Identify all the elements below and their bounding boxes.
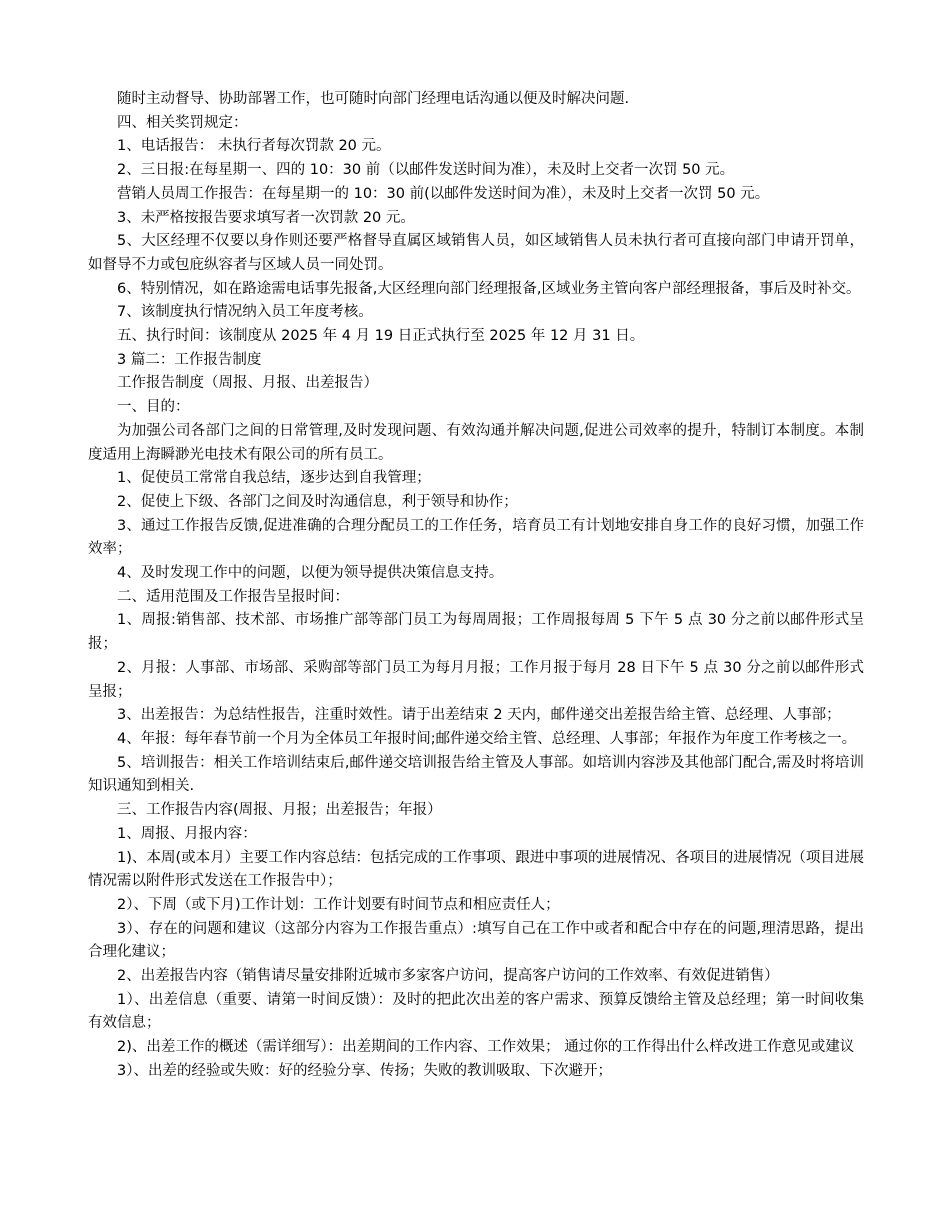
- paragraph: 3、出差报告：为总结性报告，注重时效性。请于出差结束 2 天内，邮件递交出差报告给主管、总经理、人事部；: [117, 707, 841, 724]
- paragraph: 2、三日报:在每星期一、四的 10：30 前（以邮件发送时间为准），未及时上交者一次罚 50 元。: [117, 162, 735, 179]
- paragraph: 1、周报:销售部、技术部、市场推广部等部门员工为每周周报；工作周报每周 5 下午 5 点 30 分之前以邮件形式呈报；: [88, 612, 864, 653]
- paragraph: 一、目的：: [117, 399, 190, 416]
- paragraph: 三、工作报告内容(周报、月报；出差报告；年报）: [117, 802, 442, 819]
- paragraph: 2、促使上下级、各部门之间及时沟通信息，利于领导和协作；: [117, 493, 518, 510]
- paragraph: 4、年报：每年春节前一个月为全体员工年报时间;邮件递交给主管、总经理、人事部；年报作为年度工作考核之一。: [117, 730, 857, 747]
- paragraph: 2）、下周（或下月)工作计划：工作计划要有时间节点和相应责任人；: [117, 896, 560, 913]
- paragraph: 1、周报、月报内容：: [117, 825, 257, 842]
- document-page: [88, 88, 864, 1084]
- paragraph: 7、该制度执行情况纳入员工年度考核。: [117, 304, 373, 321]
- paragraph: 1、电话报告： 未执行者每次罚款 20 元。: [117, 138, 391, 155]
- paragraph: 4、及时发现工作中的问题，以便为领导提供决策信息支持。: [117, 565, 504, 582]
- paragraph: 3、通过工作报告反馈,促进准确的合理分配员工的工作任务，培育员工有计划地安排自身工作的良好习惯，加强工作效率；: [88, 517, 864, 558]
- paragraph: 随时主动督导、协助部署工作，也可随时向部门经理电话沟通以便及时解决问题.: [117, 91, 630, 107]
- paragraph: 2、出差报告内容（销售请尽量安排附近城市多家客户访问，提高客户访问的工作效率、有效促进销售）: [117, 968, 779, 985]
- paragraph: 2)、出差工作的概述（需详细写）：出差期间的工作内容、工作效果； 通过你的工作得出什么样改进工作意见或建议: [117, 1039, 855, 1056]
- paragraph: 6、特别情况，如在路途需电话事先报备,大区经理向部门经理报备,区域业务主管向客户部经理报备，事后及时补交。: [117, 280, 861, 297]
- paragraph: 1、促使员工常常自我总结，逐步达到自我管理；: [117, 470, 431, 487]
- paragraph: 2、月报：人事部、市场部、采购部等部门员工为每月月报；工作月报于每月 28 日下午 5 点 30 分之前以邮件形式呈报；: [88, 659, 864, 700]
- paragraph: 5、大区经理不仅要以身作则还要严格督导直属区域销售人员，如区域销售人员未执行者可直接向部门申请开罚单，如督导不力或包庇纵容者与区域人员一同处罚。: [88, 233, 864, 273]
- paragraph: 3）、出差的经验或失败：好的经验分享、传扬；失败的教训吸取、下次避开；: [117, 1062, 612, 1079]
- paragraph: 3）、存在的问题和建议（这部分内容为工作报告重点）:填写自己在工作中或者和配合中存在的问题,理清思路，提出合理化建议；: [88, 920, 864, 961]
- paragraph: 3、未严格按报告要求填写者一次罚款 20 元。: [117, 209, 415, 226]
- paragraph: 五、执行时间：该制度从 2025 年 4 月 19 日正式执行至 2025 年 12 月 31 日。: [117, 328, 645, 345]
- paragraph: 1）、出差信息（重要、请第一时间反馈）：及时的把此次出差的客户需求、预算反馈给主管及总经理；第一时间收集有效信息；: [88, 991, 864, 1032]
- paragraph: 3 篇二：工作报告制度: [117, 351, 262, 368]
- paragraph: 四、相关奖罚规定：: [117, 114, 248, 131]
- paragraph: 5、培训报告：相关工作培训结束后,邮件递交培训报告给主管及人事部。如培训内容涉及其他部门配合,需及时将培训知识通知到相关.: [88, 754, 864, 795]
- paragraph: 营销人员周工作报告：在每星期一的 10：30 前(以邮件发送时间为准），未及时上交者一次罚 50 元。: [117, 185, 770, 202]
- paragraph: 为加强公司各部门之间的日常管理,及时发现问题、有效沟通并解决问题,促进公司效率的提升，特制订本制度。本制度适用上海瞬渺光电技术有限公司的所有员工。: [88, 422, 864, 463]
- paragraph: 二、适用范围及工作报告呈报时间：: [117, 588, 349, 605]
- paragraph: 工作报告制度（周报、月报、出差报告）: [117, 375, 378, 392]
- paragraph: 1)、本周(或本月）主要工作内容总结：包括完成的工作事项、跟进中事项的进展情况、各项目的进展情况（项目进展情况需以附件形式发送在工作报告中）；: [88, 849, 864, 890]
